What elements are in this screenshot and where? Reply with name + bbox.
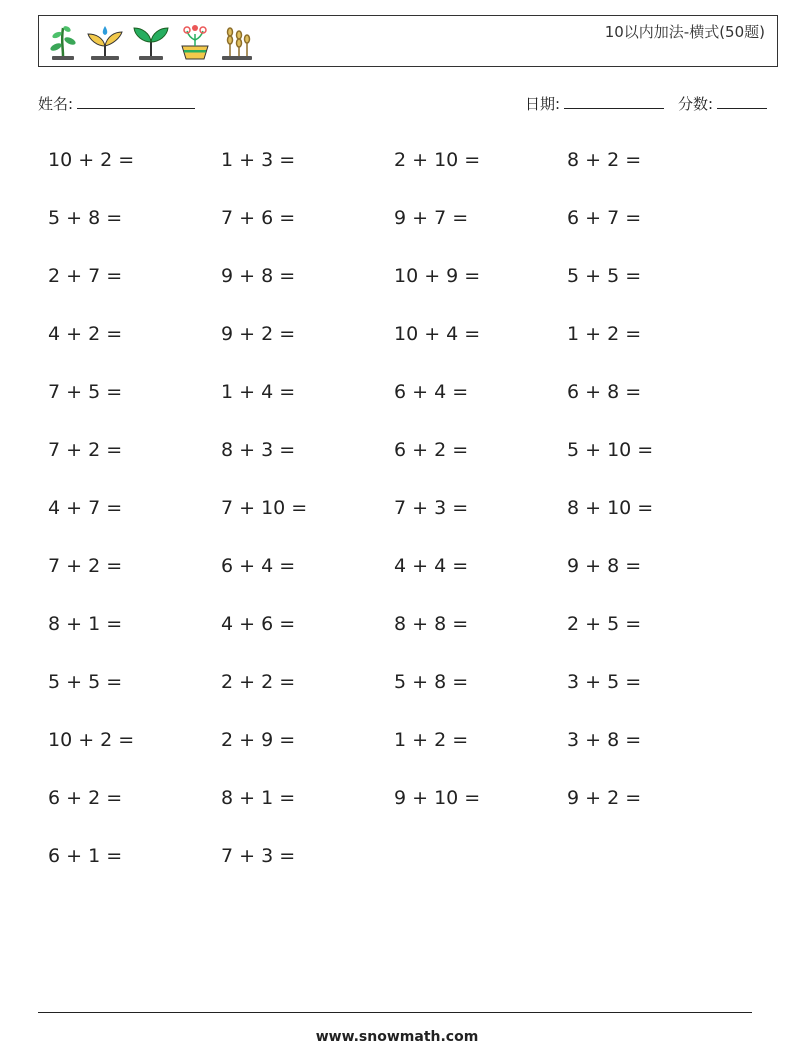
name-blank[interactable] xyxy=(77,93,195,109)
problem-item: 1 + 2 = xyxy=(394,729,469,751)
problem-item: 1 + 4 = xyxy=(221,381,296,403)
problem-item: 1 + 3 = xyxy=(221,149,296,171)
watering-plant-icon xyxy=(85,22,125,62)
problem-item: 5 + 5 = xyxy=(567,265,642,287)
problem-item: 8 + 10 = xyxy=(567,497,654,519)
problem-item: 2 + 10 = xyxy=(394,149,481,171)
problem-item: 2 + 7 = xyxy=(48,265,123,287)
header-box xyxy=(38,15,778,67)
problem-item: 9 + 8 = xyxy=(567,555,642,577)
problem-item: 8 + 3 = xyxy=(221,439,296,461)
problem-item: 6 + 1 = xyxy=(48,845,123,867)
problem-item: 6 + 4 = xyxy=(221,555,296,577)
problem-item: 8 + 1 = xyxy=(221,787,296,809)
problem-item: 8 + 8 = xyxy=(394,613,469,635)
problem-item: 7 + 10 = xyxy=(221,497,308,519)
problem-item: 7 + 5 = xyxy=(48,381,123,403)
date-label: 日期: xyxy=(525,95,561,113)
sprout-icon xyxy=(47,22,79,62)
problem-item: 3 + 5 = xyxy=(567,671,642,693)
problem-item: 9 + 2 = xyxy=(567,787,642,809)
problem-item: 3 + 8 = xyxy=(567,729,642,751)
problem-item: 6 + 2 = xyxy=(48,787,123,809)
score-field xyxy=(678,93,767,114)
problem-grid xyxy=(48,143,740,897)
problem-item: 10 + 9 = xyxy=(394,265,481,287)
date-blank[interactable] xyxy=(564,93,664,109)
potted-flower-icon xyxy=(177,22,213,62)
problem-item: 10 + 2 = xyxy=(48,149,135,171)
problem-item: 6 + 8 = xyxy=(567,381,642,403)
name-field xyxy=(38,93,195,114)
footer-website: www.snowmath.com xyxy=(315,1029,479,1045)
problem-item: 9 + 7 = xyxy=(394,207,469,229)
footer-divider xyxy=(38,1012,752,1013)
problem-item: 2 + 9 = xyxy=(221,729,296,751)
problem-item: 10 + 2 = xyxy=(48,729,135,751)
problem-item: 5 + 8 = xyxy=(394,671,469,693)
problem-item: 8 + 2 = xyxy=(567,149,642,171)
problem-item: 4 + 6 = xyxy=(221,613,296,635)
worksheet-title: 10以内加法-横式(50题) xyxy=(604,23,765,41)
problem-item: 5 + 8 = xyxy=(48,207,123,229)
problem-item: 5 + 5 = xyxy=(48,671,123,693)
problem-item: 6 + 2 = xyxy=(394,439,469,461)
problem-item: 4 + 4 = xyxy=(394,555,469,577)
problem-item: 6 + 4 = xyxy=(394,381,469,403)
problem-item: 4 + 2 = xyxy=(48,323,123,345)
score-blank[interactable] xyxy=(717,93,767,109)
wheat-icon xyxy=(219,22,255,62)
problem-item: 7 + 3 = xyxy=(221,845,296,867)
name-label: 姓名: xyxy=(38,95,74,113)
problem-item: 9 + 10 = xyxy=(394,787,481,809)
problem-item: 6 + 7 = xyxy=(567,207,642,229)
problem-item: 7 + 3 = xyxy=(394,497,469,519)
problem-item: 7 + 6 = xyxy=(221,207,296,229)
problem-item: 9 + 2 = xyxy=(221,323,296,345)
problem-item: 2 + 5 = xyxy=(567,613,642,635)
seedling-icon xyxy=(131,22,171,62)
problem-item: 8 + 1 = xyxy=(48,613,123,635)
date-field xyxy=(525,93,664,114)
problem-item: 7 + 2 = xyxy=(48,555,123,577)
problem-item: 1 + 2 = xyxy=(567,323,642,345)
problem-item: 4 + 7 = xyxy=(48,497,123,519)
problem-item: 9 + 8 = xyxy=(221,265,296,287)
problem-item: 2 + 2 = xyxy=(221,671,296,693)
problem-item: 7 + 2 = xyxy=(48,439,123,461)
score-label: 分数: xyxy=(678,95,714,113)
icon-strip xyxy=(47,22,255,62)
problem-item: 10 + 4 = xyxy=(394,323,481,345)
problem-item: 5 + 10 = xyxy=(567,439,654,461)
